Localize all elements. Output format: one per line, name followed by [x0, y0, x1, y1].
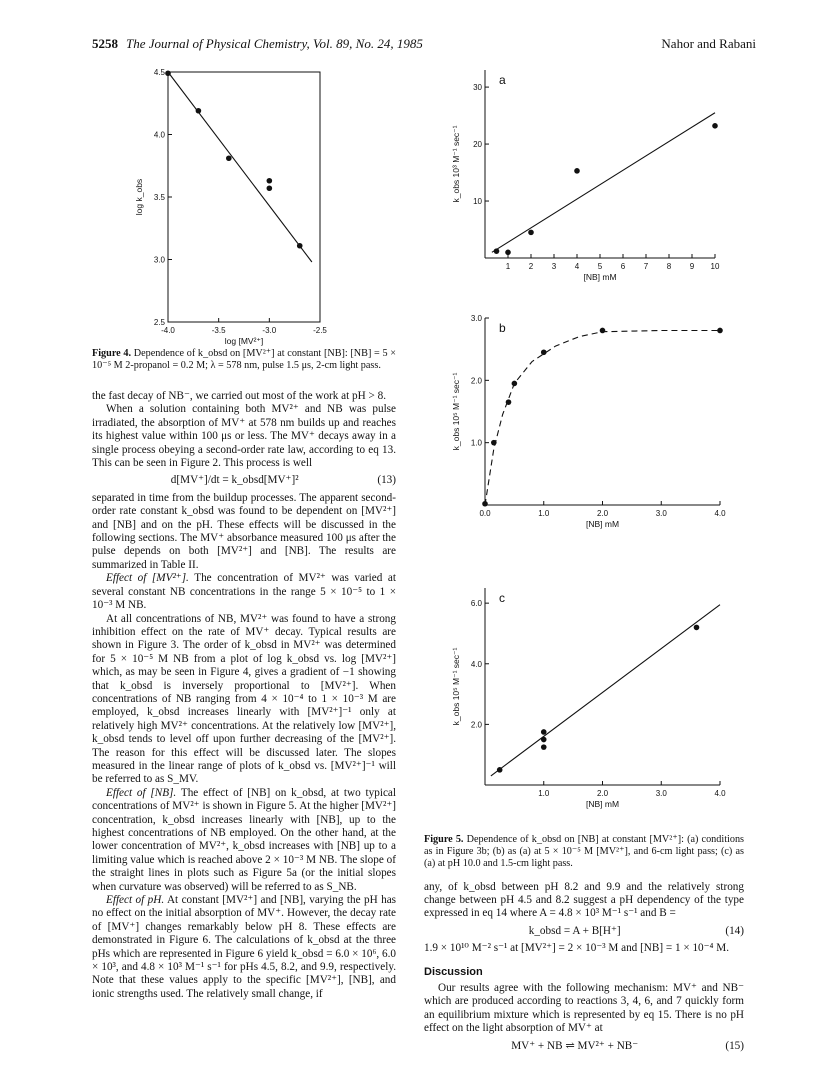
section-heading: Discussion: [424, 965, 483, 978]
y-axis-label: k_obs 10⁵ M⁻¹ sec⁻¹: [451, 372, 461, 451]
paragraph-text: The effect of [NB] on k_obsd, at two typical concentrations of MV²⁺ is shown in Figure 5. At the higher [MV²⁺] concentration, k_obsd increases linearly with [NB], up to the highest concentrations of NB employed. On the other hand, at the lower concentration of MV²⁺, k_obsd increases with [NB] up to a limiting value which is reached above 2 × 10⁻³ M NB. The slope of the straight lines in plots such as Figure 5a (or the initial slopes when curvature was observed) will be referred to as S_NB.: [92, 786, 396, 893]
paragraph: [92, 572, 396, 612]
run-in-heading: Effect of [MV²⁺].: [106, 572, 189, 585]
journal-title: The Journal of Physical Chemistry, Vol. 89, No. 24, 1985: [126, 36, 423, 51]
x-axis-label: log [MV²⁺]: [224, 336, 264, 346]
figure-4-plot: [130, 58, 350, 358]
data-point: [541, 737, 547, 743]
paragraph: Our results agree with the following mechanism: MV⁺ and NB⁻ which are produced according to reactions 3, 4, 6, and 7 quickly form an equilibrium mixture which is represented by eq 15. There is no pH effect on the light absorption of MV⁺ at: [424, 982, 744, 1035]
y-tick-label: 2.0: [470, 720, 482, 730]
x-tick-label: -4.0: [161, 326, 175, 335]
y-axis-label: k_obs 10⁵ M⁻¹ sec⁻¹: [451, 647, 461, 726]
figure-5c-axes: [451, 588, 726, 809]
paragraph-text: The concentration of MV²⁺ was varied at several constant NB concentrations in the range 5 × 10⁻⁵ to 1 × 10⁻³ M NB.: [92, 572, 396, 612]
y-tick-label: 4.0: [153, 130, 165, 140]
paragraph: any, of k_obsd between pH 8.2 and 9.9 and the relatively strong change between pH 4.5 and 8.2 suggest a pH dependency of the type expressed in eq 14 where A = 4.8 × 10³ M⁻¹ s⁻¹ and B =: [424, 880, 744, 920]
paragraph: separated in time from the buildup processes. The apparent second-order rate constant k_obsd was found to be dependent on [MV²⁺] and [NB] and on the pH. These effects will be discussed in the following sections. The MV⁺ absorbance measured 100 μs after the pulse depends on both [MV²⁺] and [NB]. The results are summarized in Table II.: [92, 491, 396, 571]
equation-13: [92, 474, 396, 487]
x-tick-label: 3.0: [655, 789, 667, 798]
data-point: [600, 328, 606, 334]
paragraph: [92, 787, 396, 894]
data-point: [512, 381, 518, 387]
x-tick-label: 0.0: [479, 509, 491, 518]
data-point: [712, 123, 718, 129]
data-point: [226, 155, 232, 161]
data-point: [267, 178, 273, 184]
y-tick-label: 10: [473, 197, 482, 207]
x-tick-label: 7: [643, 262, 649, 271]
data-point: [528, 230, 534, 236]
x-tick-label: -3.5: [211, 326, 226, 335]
data-point: [574, 168, 580, 174]
x-tick-label: 1.0: [538, 509, 550, 518]
x-axis-label: [NB] mM: [583, 272, 617, 282]
panel-label: b: [499, 321, 506, 335]
equation-15-number: (15): [725, 1039, 744, 1052]
data-point: [541, 349, 547, 355]
fit-line: [168, 72, 312, 262]
equation-14: [424, 925, 744, 938]
y-tick-label: 3.5: [153, 193, 165, 202]
x-tick-label: 1.0: [538, 789, 550, 798]
x-tick-label: 4: [574, 262, 580, 271]
x-axis-label: [NB] mM: [585, 519, 620, 529]
fit-line: [492, 113, 715, 253]
x-tick-label: 2.0: [596, 789, 609, 798]
running-header-authors: Nahor and Rabani: [661, 36, 756, 51]
plot-frame: [168, 72, 320, 322]
equation-13-body: d[MV⁺]/dt = k_obsd[MV⁺]²: [170, 474, 299, 487]
equation-14-number: (14): [725, 924, 744, 937]
x-axis-label: [NB] mM: [585, 799, 620, 809]
x-tick-label: 1: [505, 262, 511, 271]
data-point: [196, 108, 202, 114]
figure-5b-axes: [451, 314, 726, 529]
x-tick-label: 4.0: [714, 789, 726, 798]
run-in-heading: Effect of pH.: [106, 894, 165, 907]
y-tick-label: 3.0: [470, 314, 482, 323]
paragraph: When a solution containing both MV²⁺ and NB was pulse irradiated, the absorption of MV⁺ at 578 nm builds up and reaches its highest value within 100 μs or less. The MV⁺ decays away in a single process obeying a second-order rate law, according to eq 13. This can be seen in Figure 2. This process is well: [92, 403, 396, 470]
x-tick-label: 10: [710, 262, 720, 271]
x-tick-label: 2: [528, 262, 534, 271]
data-point: [494, 248, 500, 254]
x-tick-label: 8: [666, 262, 672, 271]
data-point: [506, 399, 512, 405]
panel-label: a: [499, 73, 506, 87]
fit-line: [491, 605, 720, 776]
x-tick-label: 9: [689, 262, 695, 271]
left-column-text: [92, 390, 396, 1001]
y-tick-label: 4.0: [470, 659, 482, 669]
figure-4-caption-label: Figure 4.: [92, 348, 132, 359]
figure-5c-plot: [440, 578, 740, 818]
x-tick-label: 4.0: [714, 509, 726, 518]
figure-5-caption-label: Figure 5.: [424, 834, 464, 845]
figure-4-axes: [134, 68, 327, 346]
x-tick-label: 2.0: [596, 509, 609, 518]
x-tick-label: 6: [620, 262, 626, 271]
equation-14-body: k_obsd = A + B[H⁺]: [528, 924, 621, 937]
figure-5-caption-text: Dependence of k_obsd on [NB] at constant [MV²⁺]: (a) conditions as in Figure 3b; (b) as (a) at 5 × 10⁻⁵ M [MV²⁺], and 6-cm light pass; (c) as (a) at pH 10.0 and 1.5-cm light pass.: [424, 834, 745, 870]
dashed-fit-curve: [485, 331, 720, 506]
figure-4-caption: [92, 348, 396, 372]
y-axis-label: log k_obs: [134, 178, 144, 216]
panel-label: c: [499, 591, 505, 605]
page-number: 5258: [92, 36, 118, 51]
y-tick-label: 2.0: [470, 376, 482, 386]
paragraph-text: At constant [MV²⁺] and [NB], varying the pH has no effect on the initial absorption of MV⁺. However, the decay rate of [MV⁺] changes remarkably below pH 8. These effects are demonstrated in Figure 6. The calculations of k_obsd at the three pHs which are represented in Figure 6 yield k_obsd = 6.0 × 10⁶, 6.0 × 10³, and 4.8 × 10³ M⁻¹ s⁻¹ for pHs 4.5, 8.2, and 9.9, respectively. Note that these values apply to the specific [MV²⁺], [NB], and ionic strengths used. The relatively small change, if: [92, 894, 397, 1000]
equation-15: [424, 1040, 744, 1053]
data-point: [541, 729, 547, 735]
data-point: [497, 767, 503, 773]
x-tick-label: 3: [551, 262, 557, 271]
y-tick-label: 2.5: [153, 318, 165, 327]
figure-5b-plot: [440, 308, 740, 538]
figure-5a-axes: [451, 70, 720, 282]
figure-5a-plot: [440, 60, 740, 300]
y-tick-label: 20: [473, 140, 482, 150]
equation-15-body: MV⁺ + NB ⇌ MV²⁺ + NB⁻: [511, 1039, 639, 1052]
data-point: [165, 70, 171, 76]
paragraph: [92, 894, 396, 1001]
data-point: [541, 744, 547, 750]
y-tick-label: 1.0: [470, 438, 482, 448]
equation-13-number: (13): [377, 474, 396, 487]
x-tick-label: 3.0: [655, 509, 667, 518]
y-tick-label: 6.0: [470, 599, 482, 609]
y-tick-label: 30: [473, 83, 482, 93]
data-point: [491, 440, 497, 446]
y-tick-label: 3.0: [153, 255, 165, 265]
data-point: [297, 243, 303, 249]
data-point: [482, 501, 488, 507]
running-header-left: [92, 36, 423, 52]
x-tick-label: 5: [597, 262, 603, 271]
y-axis-label: k_obs 10³ M⁻¹ sec⁻¹: [451, 125, 461, 203]
x-tick-label: -2.5: [313, 326, 327, 335]
run-in-heading: Effect of [NB].: [106, 786, 177, 799]
paragraph: the fast decay of NB⁻, we carried out most of the work at pH > 8.: [92, 390, 386, 402]
y-tick-label: 4.5: [153, 68, 165, 77]
data-point: [505, 250, 511, 256]
paragraph: 1.9 × 10¹⁰ M⁻² s⁻¹ at [MV²⁺] = 2 × 10⁻³ M and [NB] = 1 × 10⁻⁴ M.: [424, 942, 729, 955]
right-column-text: [424, 834, 744, 1057]
figure-4-caption-text: Dependence of k_obsd on [MV²⁺] at constant [NB]: [NB] = 5 × 10⁻⁵ M 2-propanol = 0.2 M; λ = 578 nm, pulse 1.5 μs, 2-cm light pass.: [92, 348, 397, 372]
data-point: [717, 328, 723, 334]
figure-5-caption: [424, 834, 744, 871]
x-tick-label: -3.0: [262, 326, 277, 335]
data-point: [694, 625, 700, 631]
data-point: [267, 185, 273, 191]
paragraph: At all concentrations of NB, MV²⁺ was found to have a strong inhibition effect on the rate of MV⁺ decay. Typical results are shown in Figure 3. The order of k_obsd in MV²⁺ was determined for 5 × 10⁻⁵ M NB from a plot of log k_obsd vs. log [MV²⁺] which, as may be seen in Figure 4, gives a gradient of −1 showing that k_obsd is inversely proportional to [MV²⁺]. When concentrations of NB ranging from 4 × 10⁻⁴ to 1 × 10⁻³ M are employed, k_obsd increases linearly with [MV²⁺]⁻¹ only at relatively high MV²⁺ concentrations. At the relatively low [MV²⁺], k_obsd tends to level off upon further decreasing of the [MV²⁺]. The reason for this effect will be discussed later. The slopes measured in the linear range of plots of k_obsd vs. [MV²⁺]⁻¹ will be referred to as S_MV.: [92, 612, 396, 786]
